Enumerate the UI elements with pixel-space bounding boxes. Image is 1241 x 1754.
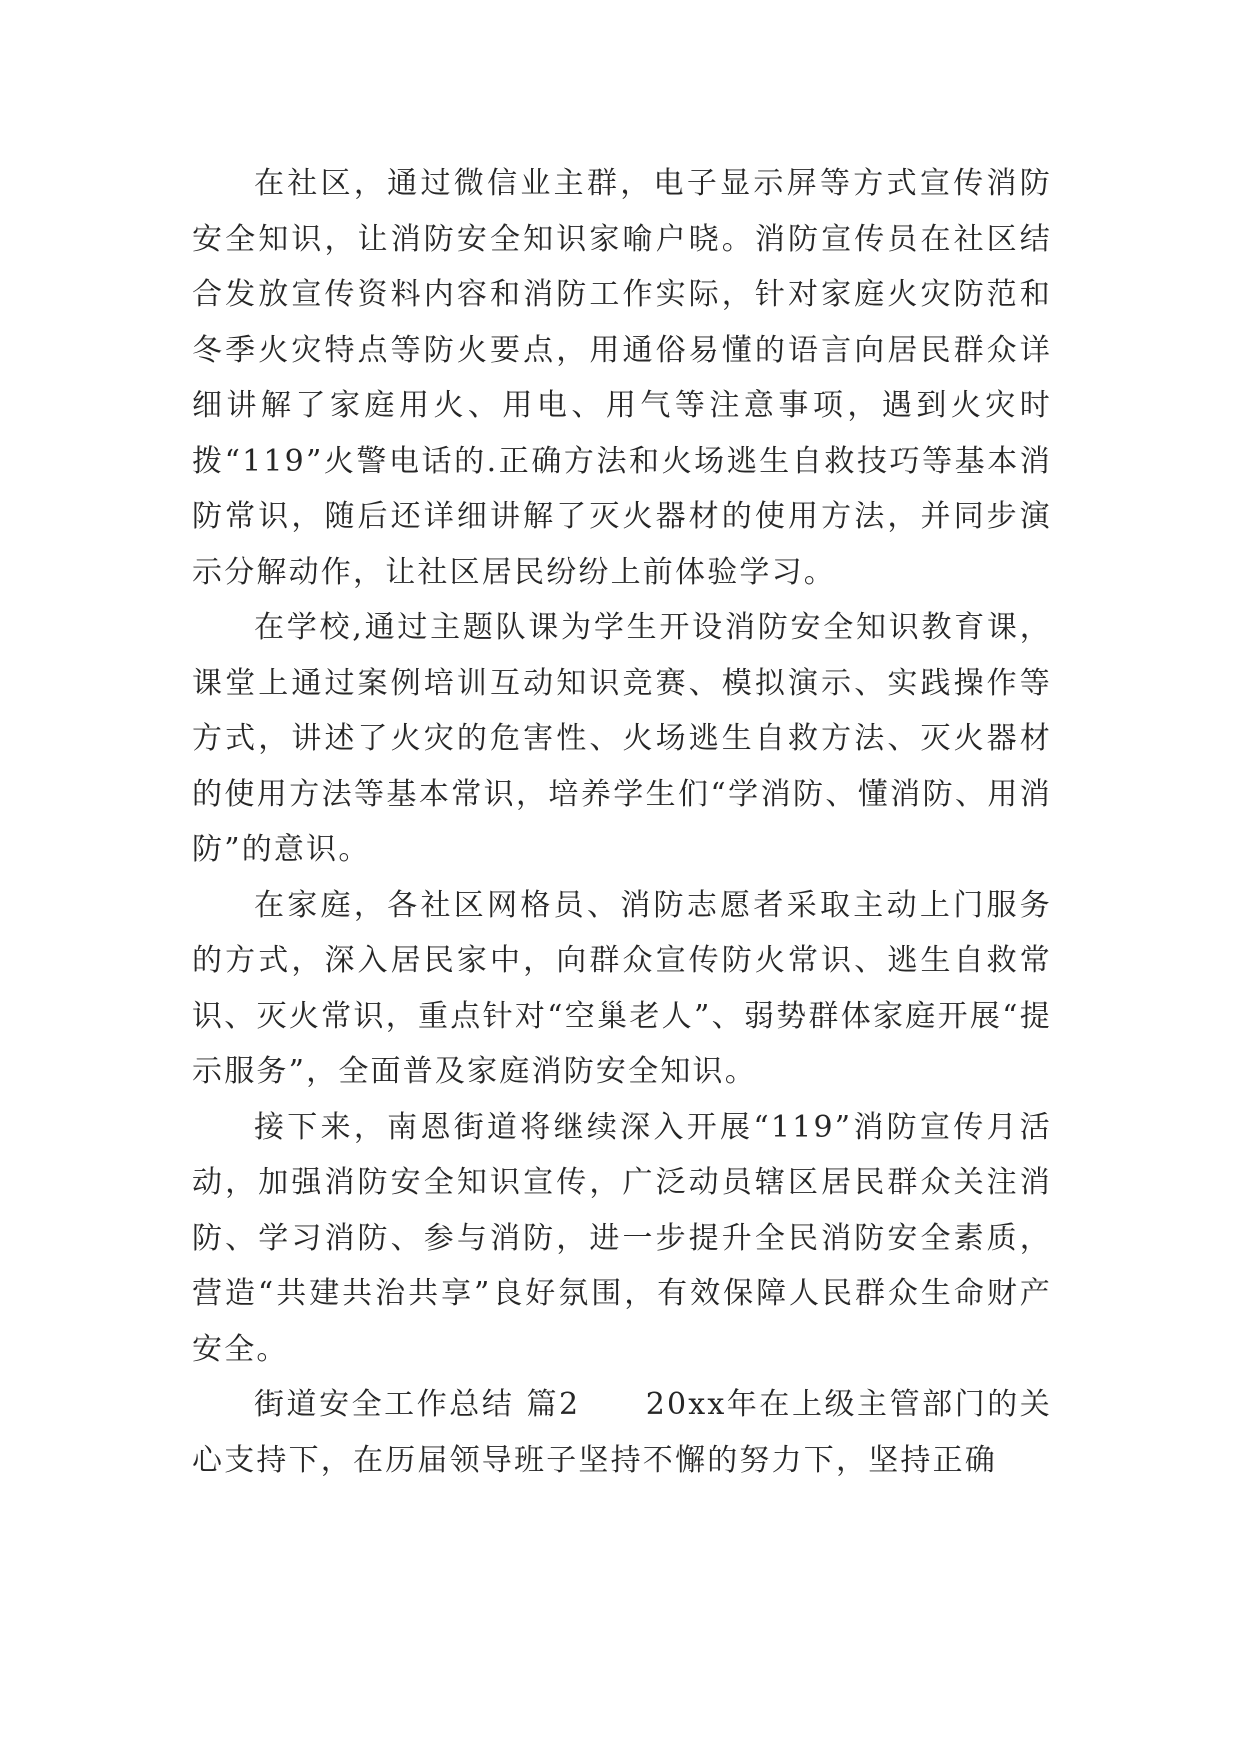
paragraph-family: 在家庭，各社区网格员、消防志愿者采取主动上门服务的方式，深入居民家中，向群众宣传防火常识、逃生自救常识、灭火常识，重点针对“空巢老人”、弱势群体家庭开展“提示服务”，全面普及家庭消防安全知识。 — [192, 887, 1052, 1089]
paragraph-summary-part2: 街道安全工作总结 篇2 20xx年在上级主管部门的关心支持下，在历届领导班子坚持不懈的努力下，坚持正确 — [192, 1387, 1052, 1478]
paragraph-school: 在学校,通过主题队课为学生开设消防安全知识教育课，课堂上通过案例培训互动知识竞赛、模拟演示、实践操作等方式，讲述了火灾的危害性、火场逃生自救方法、灭火器材的使用方法等基本常识，培养学生们“学消防、懂消防、用消防”的意识。 — [192, 610, 1052, 867]
paragraph-next-steps: 接下来，南恩街道将继续深入开展“119”消防宣传月活动，加强消防安全知识宣传，广泛动员辖区居民群众关注消防、学习消防、参与消防，进一步提升全民消防安全素质，营造“共建共治共享”良好氛围，有效保障人民群众生命财产安全。 — [192, 1109, 1052, 1367]
document-body — [192, 156, 1052, 1488]
paragraph-community: 在社区，通过微信业主群，电子显示屏等方式宣传消防安全知识，让消防安全知识家喻户晓。消防宣传员在社区结合发放宣传资料内容和消防工作实际，针对家庭火灾防范和冬季火灾特点等防火要点，用通俗易懂的语言向居民群众详细讲解了家庭用火、用电、用气等注意事项，遇到火灾时拨“119”火警电话的.正确方法和火场逃生自救技巧等基本消防常识，随后还详细讲解了灭火器材的使用方法，并同步演示分解动作，让社区居民纷纷上前体验学习。 — [192, 166, 1052, 590]
